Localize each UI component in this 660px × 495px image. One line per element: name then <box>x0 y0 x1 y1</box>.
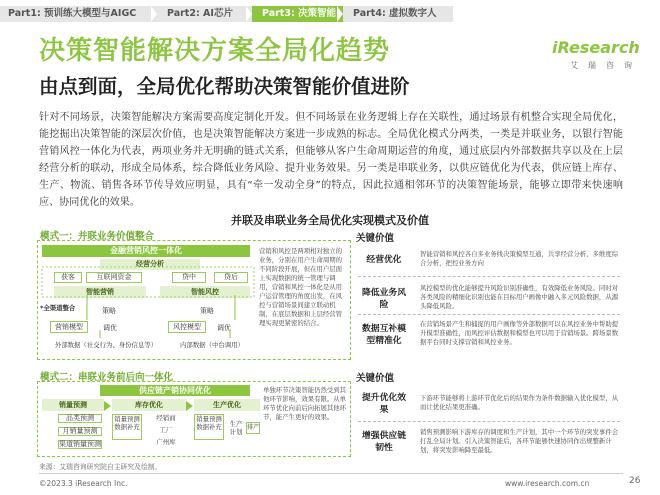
smart-risk-box: 智能风控 <box>160 286 250 298</box>
inventory-guangzhou: 广州库 <box>156 438 176 446</box>
risk-model-box: 风控模型 <box>168 321 206 333</box>
footer-divider <box>39 473 623 474</box>
arrow-right-icon <box>104 401 111 411</box>
smart-marketing-box: 智能营销 <box>54 286 146 298</box>
connector-lines <box>87 295 235 338</box>
risk-strategy-label: 策略 <box>200 307 214 315</box>
logo-subtitle: 艾瑞咨询 <box>570 61 642 70</box>
tab-part2[interactable] <box>157 6 253 22</box>
page-title: 决策智能解决方案全局化趋势 <box>39 36 391 66</box>
iresearch-logo: iResearch <box>552 38 640 57</box>
value-label-4: 提升优化效果 <box>362 393 406 415</box>
value-desc-4: 下游环节能够将上游环节优化后的结果作为条件数据输入优化模型，从而让优化结果更准确。 <box>420 394 619 411</box>
tab-part4[interactable] <box>343 6 453 22</box>
section-title: 并联及串联业务全局优化实现模式及价值 <box>231 214 429 227</box>
tab-label: Part4: 虚拟数字人 <box>353 8 437 19</box>
body-paragraph: 针对不同场景，决策智能解决方案需要高度定制化开发。但不同场景在业务逻辑上存在关联性，通过场景有机整合实现全局优化，能挖掘出决策智能的深层次价值，也是决策智能解决方案进一步成熟的标志。全局优化模式分两类，一类是并联业务，以银行智能营销风控一体化为代表，两项业务并无明确的链式关系，但能够从客户生命周期运营的角度，通过底层内外部数据共享以及在上层经营分析的联动，形成全局体系，综合降低业务风险、提升业务效果。另一类是串联业务，以供应链优化为代表，供应链上库存、生产、物流、销售各环节传导效应明显，具有“牵一发动全身”的特点，因此拉通相邻环节的决策智能场景，能够立即带来快速响应、协同优化的效果。 <box>39 112 623 208</box>
tab-label: Part3: 决策智能 <box>262 8 337 19</box>
copyright: ©2023.3 iResearch Inc. <box>39 479 128 488</box>
sales-item-3: 渠道销量预测 <box>59 440 101 448</box>
inventory-opt-box: 库存优化 <box>112 399 186 411</box>
divider <box>358 421 620 422</box>
divider <box>358 314 620 315</box>
arrow-right-icon <box>186 401 193 411</box>
chain-during-loan: 贷中 <box>172 272 206 283</box>
sales-item-1: 品类预测 <box>58 414 102 423</box>
chain-funding: 互联网资金 <box>86 272 142 283</box>
inventory-forecast-supplement: 销量预测数据补充 <box>112 414 142 440</box>
mode1-connectors <box>40 255 260 345</box>
sales-item-2: 月销量预测 <box>58 427 102 436</box>
production-forecast-supplement: 销量预测数据补充 <box>194 414 224 440</box>
production-opt-box: 生产优化 <box>194 399 260 411</box>
tab-part1[interactable] <box>0 6 158 22</box>
value-desc-5: 销售预测影响下游库存的调度和生产计划，其中一个环节的突发事件会打乱全局计划。引入决策智能后，各环节能够快速协同作出规整新计划，将突发影响降至最低。 <box>420 428 619 454</box>
website-link[interactable]: www.iresearch.com.cn <box>505 479 590 488</box>
chain-post-loan: 贷后 <box>214 272 248 283</box>
value-label-1: 经营优化 <box>366 255 402 265</box>
tab-label: Part2: AI芯片 <box>167 8 233 19</box>
chain-acquire: 获客 <box>54 272 82 283</box>
inventory-factory: 工厂 <box>159 426 173 434</box>
value-label-5: 增强供应链韧性 <box>362 431 406 453</box>
values-header-bottom: 关键价值 <box>356 373 395 384</box>
values-header-top: 关键价值 <box>356 233 395 244</box>
value-label-2: 降低业务风险 <box>362 288 406 310</box>
tab-label: Part1: 预训练大模型与AIGC <box>8 8 137 19</box>
production-plan: 生产计划 <box>229 420 243 436</box>
marketing-model-box: 营销模型 <box>50 321 88 333</box>
data-sharing-label: *全渠道整合 <box>40 304 76 312</box>
divider <box>358 276 620 277</box>
marketing-tuning-label: 调优 <box>103 324 117 332</box>
page-number: 26 <box>629 476 641 486</box>
ops-analysis-box: 经营分析 <box>100 259 200 270</box>
chain-outline <box>42 267 254 297</box>
page-subtitle: 由点到面，全局优化帮助决策智能价值进阶 <box>39 75 410 98</box>
production-schedule: 排产 <box>246 422 260 434</box>
internal-data-label: 内部数据（中台调用） <box>180 341 244 349</box>
value-label-3: 数据互补模型精准化 <box>362 324 406 346</box>
value-desc-2: 风控模型的优化能够提升风险识别准确性，有效降低业务风险。同时对各类风险的精细化识别也能在目标用户画像中融入多元风险数据，从源头降低风险。 <box>420 284 619 310</box>
marketing-strategy-label: 策略 <box>102 307 116 315</box>
sales-forecast-box: 销量预测 <box>42 399 104 411</box>
mode1-side-note: 营销和风控是两项相对独立的业务，分别在用户生命周期的不同阶段开展，但在用户层面上实现数据的统一管理与调用，营销和风控一体化是从用户运营管理的角度出发，在风控与营销场景间建立联动机制，在底层数据和上层经营管理实现更紧密的结合。 <box>259 247 343 327</box>
value-desc-3: 在营销场景产生和捕捉的用户画像等外部数据可以在风控业务中帮助提升模型准确性，而风控评估数据和模型也可以用于营销场景。跨场景数据平台同时支撑营销和风控业务。 <box>420 320 619 346</box>
mode2-integration-bar: 供应链产销协同优化 <box>100 385 250 396</box>
mode2-header: 模式二：串联业务前后向一体化 <box>40 372 174 383</box>
inventory-distributor: 经销商 <box>156 414 176 422</box>
mode2-side-note: 单独环节决策智能仍然受到其他环节影响，效果有限。从单环节优化向前后向拓展其他环节，能产生更好的效果。 <box>263 386 347 421</box>
risk-tuning-label: 调优 <box>217 324 231 332</box>
mode1-header: 模式一：并联业务价值整合 <box>40 231 155 242</box>
external-data-label: 外部数据（社交行为、身份信息等） <box>54 341 158 349</box>
mode1-integration-bar: 金融营销风控一体化 <box>42 245 250 257</box>
value-desc-1: 智能营销和风控各自多业务线决策模型互通，共享经营分析，多维度综合分析，把控业务方向 <box>420 250 619 267</box>
tab-part3[interactable] <box>252 6 344 22</box>
source-note: 来源：艾瑞咨询研究院自主研究及绘制。 <box>39 463 162 471</box>
